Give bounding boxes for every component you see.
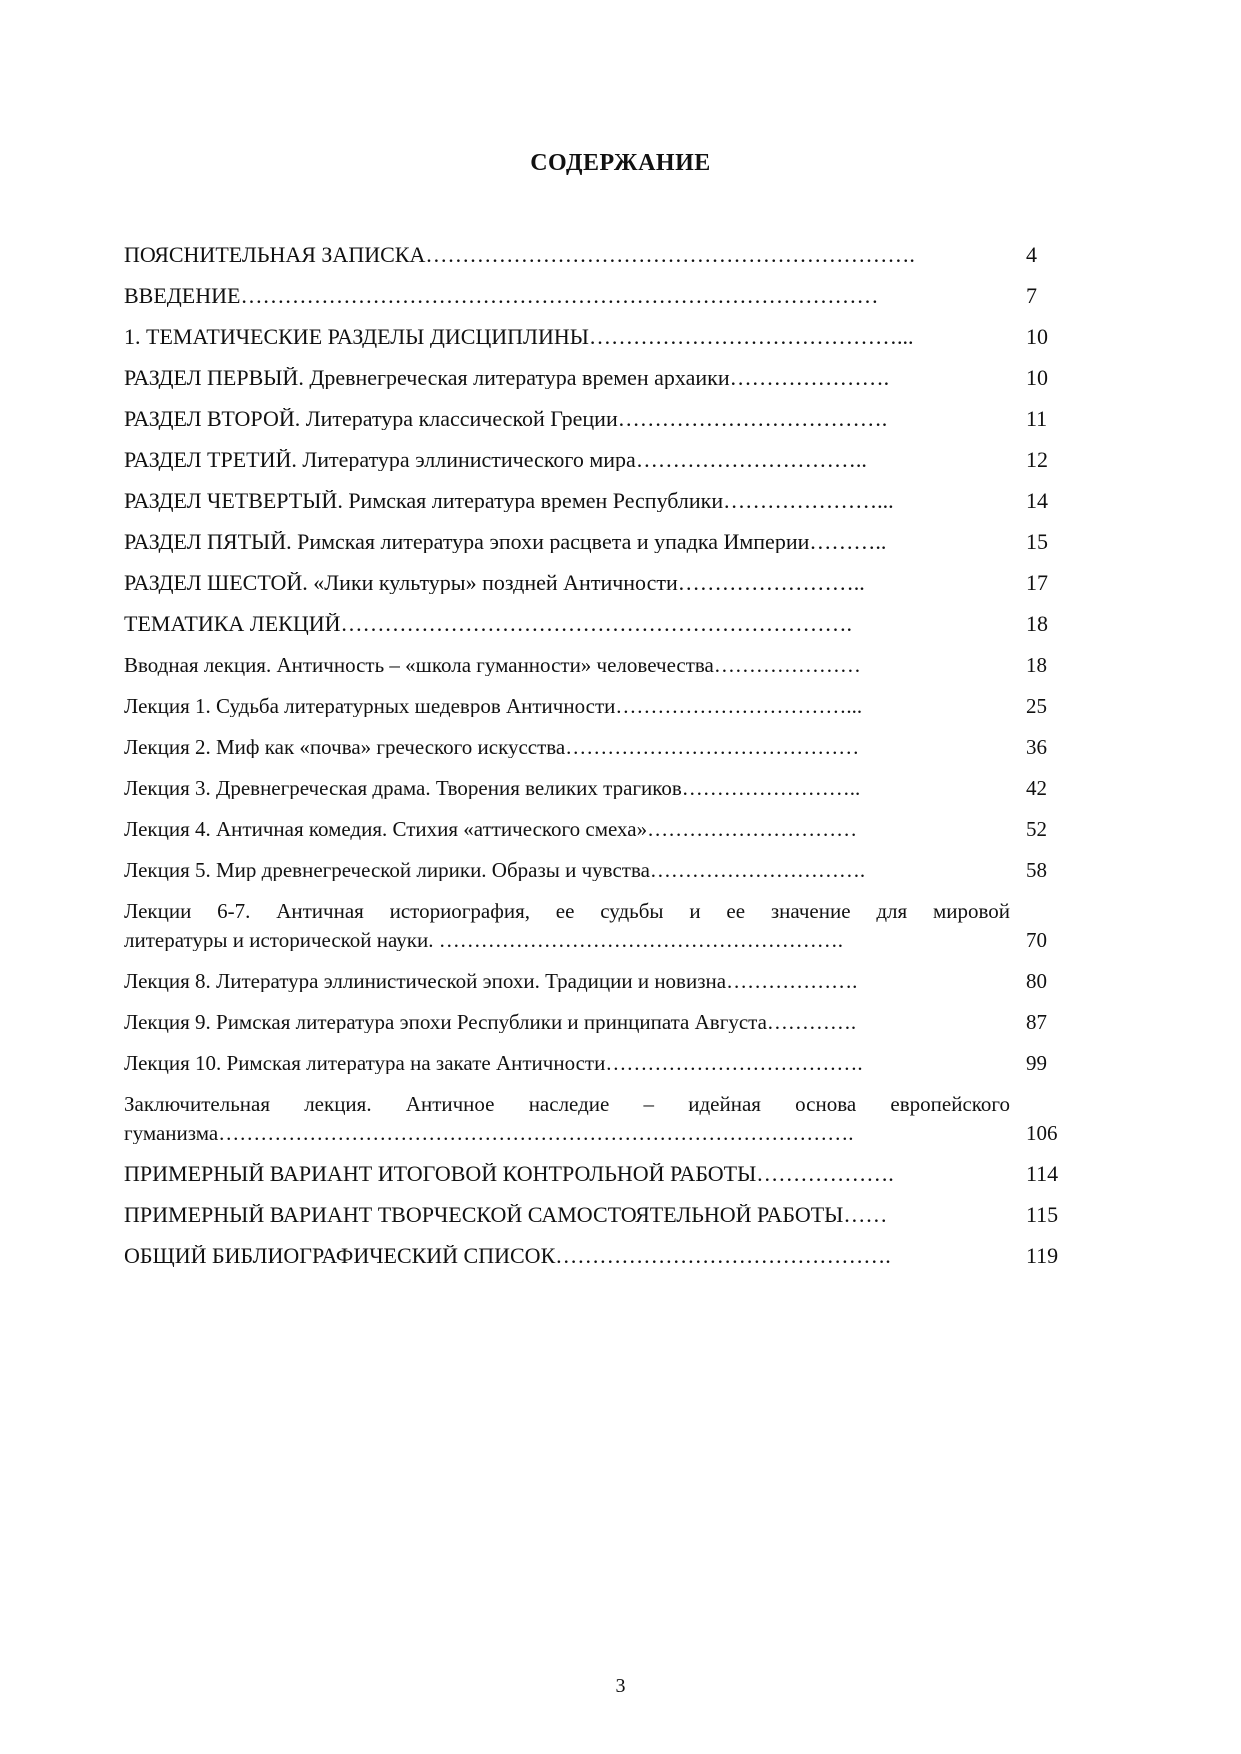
toc-entry-page: 17 xyxy=(1026,570,1048,595)
toc-entry[interactable] xyxy=(124,285,1070,326)
toc-entry[interactable] xyxy=(124,449,1070,490)
toc-entry-page: 115 xyxy=(1026,1202,1059,1227)
toc-entry-two-line[interactable] xyxy=(124,1093,1070,1163)
toc-entry-title-line1: Заключительная лекция. Античное наследие – идейная основа европейского xyxy=(124,1092,1010,1116)
page-number: 3 xyxy=(615,1675,626,1697)
toc-entry-title-line1: Лекции 6-7. Античная историография, ее судьбы и ее значение для мировой xyxy=(124,899,1010,923)
toc-entry-title: ВВЕДЕНИЕ…………………………………………………………………………… xyxy=(124,285,879,307)
toc-entry-title: Лекция 8. Литература эллинистической эпохи. Традиции и новизна………………. xyxy=(124,970,858,992)
toc-entry[interactable] xyxy=(124,408,1070,449)
toc-entry-title: ПРИМЕРНЫЙ ВАРИАНТ ИТОГОВОЙ КОНТРОЛЬНОЙ РАБОТЫ………………. xyxy=(124,1163,894,1185)
toc-entry[interactable] xyxy=(124,326,1070,367)
table-of-contents xyxy=(124,244,1070,1286)
toc-entry-title: Вводная лекция. Античность – «школа гуманности» человечества………………… xyxy=(124,654,861,676)
toc-entry-page: 18 xyxy=(1026,653,1047,677)
toc-entry-title: Лекция 2. Миф как «почва» греческого искусства…………………………………… xyxy=(124,736,860,758)
toc-entry[interactable] xyxy=(124,613,1070,654)
toc-entry-title: Лекция 3. Древнегреческая драма. Творения великих трагиков…………………….. xyxy=(124,777,861,799)
toc-entry[interactable] xyxy=(124,970,1070,1011)
toc-entry-page: 114 xyxy=(1026,1161,1059,1186)
toc-entry[interactable] xyxy=(124,1245,1070,1286)
toc-entry-page: 10 xyxy=(1026,324,1048,349)
toc-entry[interactable] xyxy=(124,818,1070,859)
toc-entry-title: 1. ТЕМАТИЧЕСКИЕ РАЗДЕЛЫ ДИСЦИПЛИНЫ……………………………………... xyxy=(124,326,914,348)
toc-entry-title: Лекция 1. Судьба литературных шедевров Античности……………………………... xyxy=(124,695,863,717)
toc-entry-page: 58 xyxy=(1026,858,1047,882)
toc-entry-page: 12 xyxy=(1026,447,1048,472)
toc-entry-page: 14 xyxy=(1026,488,1048,513)
toc-entry-title: ТЕМАТИКА ЛЕКЦИЙ……………………………………………………………. xyxy=(124,613,852,635)
toc-entry[interactable] xyxy=(124,859,1070,900)
toc-entry-page: 70 xyxy=(1026,928,1047,952)
toc-entry-title: ПРИМЕРНЫЙ ВАРИАНТ ТВОРЧЕСКОЙ САМОСТОЯТЕЛЬНОЙ РАБОТЫ…… xyxy=(124,1204,888,1226)
toc-entry-page: 36 xyxy=(1026,735,1047,759)
toc-entry-page: 52 xyxy=(1026,817,1047,841)
toc-entry-page: 87 xyxy=(1026,1010,1047,1034)
toc-entry-page: 18 xyxy=(1026,611,1048,636)
toc-entry-title: Лекция 9. Римская литература эпохи Республики и принципата Августа…………. xyxy=(124,1011,857,1033)
toc-entry[interactable] xyxy=(124,490,1070,531)
page-title: СОДЕРЖАНИЕ xyxy=(530,150,711,176)
toc-entry-title: РАЗДЕЛ ЧЕТВЕРТЫЙ. Римская литература времен Республики…………………... xyxy=(124,490,894,512)
toc-entry-page: 10 xyxy=(1026,365,1048,390)
toc-entry[interactable] xyxy=(124,244,1070,285)
toc-entry-page: 80 xyxy=(1026,969,1047,993)
toc-entry[interactable] xyxy=(124,1011,1070,1052)
toc-entry-title: ПОЯСНИТЕЛЬНАЯ ЗАПИСКА…………………………………………………………. xyxy=(124,244,915,266)
toc-entry[interactable] xyxy=(124,367,1070,408)
toc-entry-title-line2: гуманизма………………………………………………………………………………. xyxy=(124,1122,854,1144)
toc-entry-page: 25 xyxy=(1026,694,1047,718)
toc-entry-page: 11 xyxy=(1026,406,1048,431)
toc-entry[interactable] xyxy=(124,777,1070,818)
toc-entry-title: РАЗДЕЛ ТРЕТИЙ. Литература эллинистического мира………………………….. xyxy=(124,449,867,471)
toc-entry[interactable] xyxy=(124,695,1070,736)
toc-entry-page: 7 xyxy=(1026,283,1037,308)
toc-entry[interactable] xyxy=(124,531,1070,572)
toc-entry[interactable] xyxy=(124,1163,1070,1204)
toc-entry-two-line[interactable] xyxy=(124,900,1070,970)
toc-entry-title: РАЗДЕЛ ПЕРВЫЙ. Древнегреческая литература времен архаики…………………. xyxy=(124,367,890,389)
toc-entry-page: 99 xyxy=(1026,1051,1047,1075)
toc-entry-page: 15 xyxy=(1026,529,1048,554)
toc-entry-title: Лекция 5. Мир древнегреческой лирики. Образы и чувства…………………………. xyxy=(124,859,866,881)
toc-entry[interactable] xyxy=(124,654,1070,695)
toc-entry-title: Лекция 10. Римская литература на закате Античности………………………………. xyxy=(124,1052,863,1074)
toc-entry-page: 106 xyxy=(1026,1121,1058,1145)
toc-entry[interactable] xyxy=(124,572,1070,613)
toc-entry-title: Лекция 4. Античная комедия. Стихия «аттического смеха»………………………… xyxy=(124,818,858,840)
toc-entry-page: 4 xyxy=(1026,242,1037,267)
toc-entry[interactable] xyxy=(124,1052,1070,1093)
toc-entry-title: ОБЩИЙ БИБЛИОГРАФИЧЕСКИЙ СПИСОК………………………………………. xyxy=(124,1245,891,1267)
toc-entry-title: РАЗДЕЛ ШЕСТОЙ. «Лики культуры» поздней Античности…………………….. xyxy=(124,572,865,594)
toc-entry-title: РАЗДЕЛ ПЯТЫЙ. Римская литература эпохи расцвета и упадка Империи……….. xyxy=(124,531,887,553)
toc-entry[interactable] xyxy=(124,1204,1070,1245)
toc-entry[interactable] xyxy=(124,736,1070,777)
toc-entry-page: 42 xyxy=(1026,776,1047,800)
toc-entry-title-line2: литературы и исторической науки. …………………………………………………. xyxy=(124,929,843,951)
toc-entry-title: РАЗДЕЛ ВТОРОЙ. Литература классической Греции………………………………. xyxy=(124,408,888,430)
toc-entry-page: 119 xyxy=(1026,1243,1059,1268)
